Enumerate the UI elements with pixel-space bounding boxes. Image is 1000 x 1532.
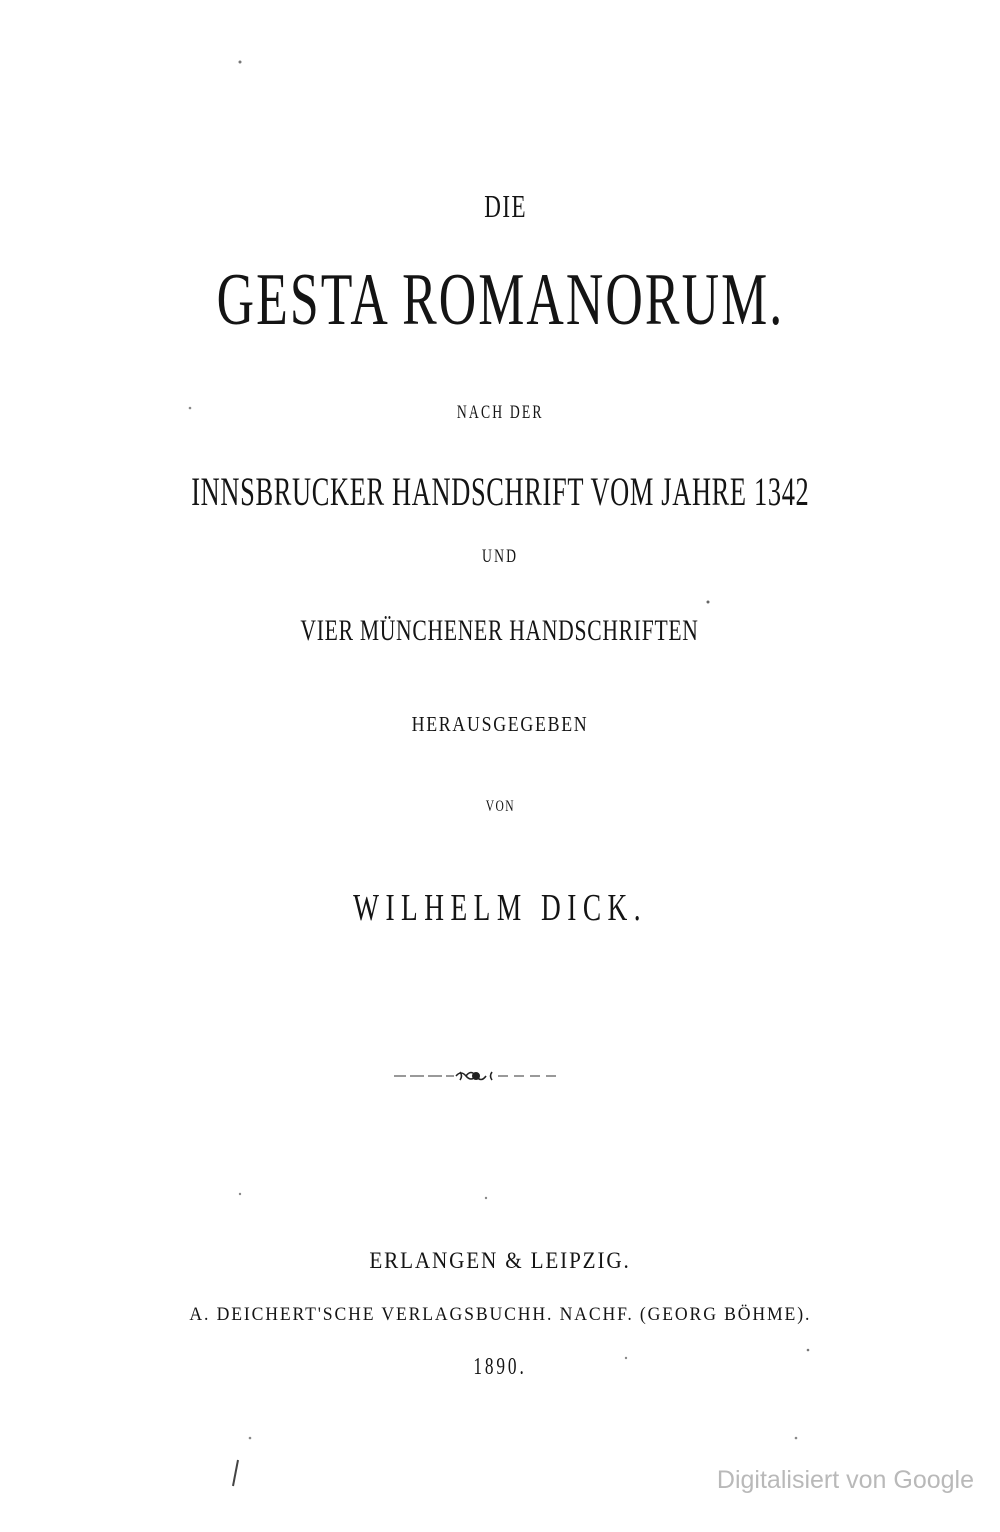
subtitle-und-text: UND	[481, 546, 519, 567]
editor-von-text: VON	[485, 798, 515, 815]
subtitle-innsbruck-manuscript	[0, 468, 1000, 515]
subtitle-innsbruck-manuscript-text: INNSBRUCKER HANDSCHRIFT VOM JAHRE 1342	[190, 469, 810, 514]
imprint-place-text: ERLANGEN & LEIPZIG.	[369, 1248, 631, 1273]
author-name	[0, 886, 1000, 930]
book-title	[0, 258, 1000, 343]
subtitle-munich-manuscripts-text: VIER MÜNCHENER HANDSCHRIFTEN	[300, 614, 700, 647]
subtitle-nach-der-text: NACH DER	[456, 402, 544, 423]
ornament-divider	[390, 1066, 560, 1086]
imprint-place	[0, 1248, 1000, 1274]
editor-label-text: HERAUSGEGEBEN	[411, 712, 589, 736]
author-name-text: WILHELM DICK.	[353, 887, 647, 929]
imprint-year-text: 1890.	[473, 1354, 527, 1380]
subtitle-nach-der	[0, 402, 1000, 424]
google-digitization-watermark: Digitalisiert von Google	[716, 1466, 974, 1494]
title-article	[0, 188, 1000, 225]
editor-label	[0, 712, 1000, 737]
imprint-publisher	[0, 1304, 1000, 1326]
imprint-year	[0, 1354, 1000, 1381]
subtitle-und	[0, 546, 1000, 568]
title-article-text: DIE	[484, 188, 528, 224]
imprint-publisher-text: A. DEICHERT'SCHE VERLAGSBUCHH. NACHF. (GEORG BÖHME).	[189, 1304, 811, 1325]
subtitle-munich-manuscripts	[0, 614, 1000, 648]
book-title-text: GESTA ROMANORUM.	[216, 259, 784, 341]
editor-von	[0, 798, 1000, 816]
